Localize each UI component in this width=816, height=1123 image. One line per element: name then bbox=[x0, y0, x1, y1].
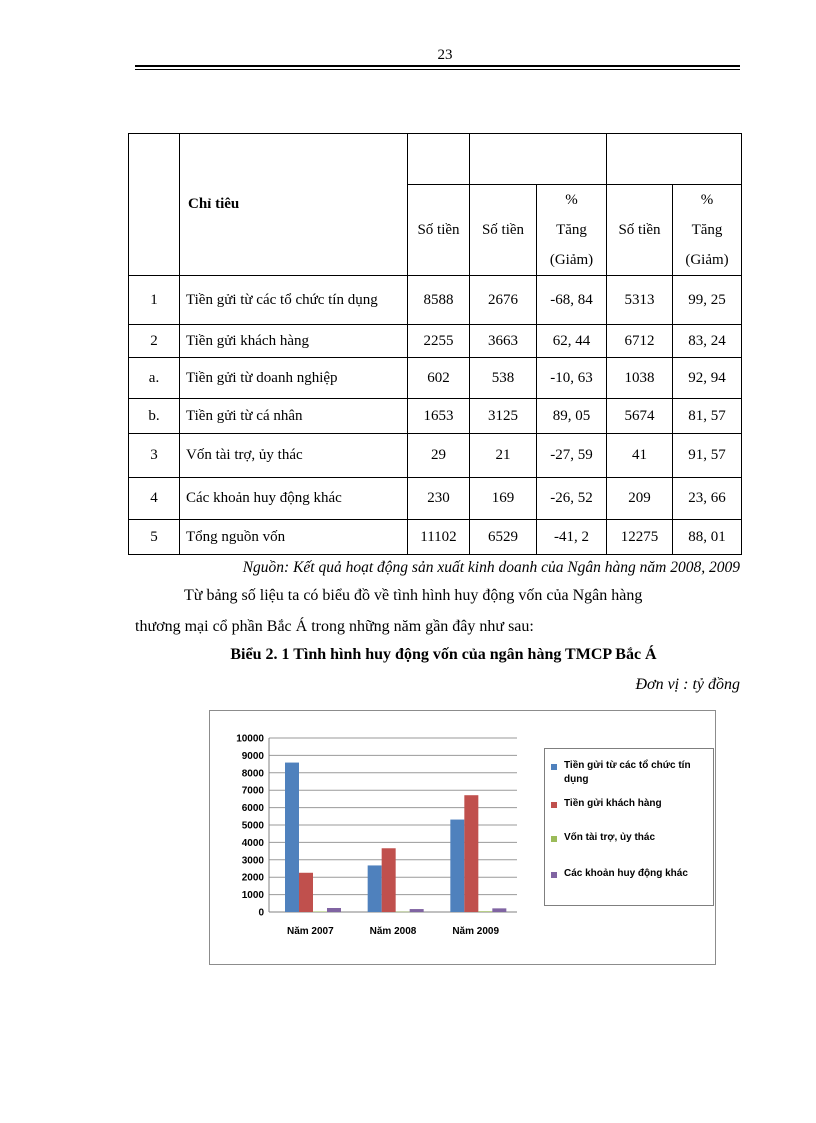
cell-pct-2008: -68, 84 bbox=[537, 276, 607, 325]
y-tick-label: 7000 bbox=[241, 785, 264, 797]
cell-value-2009: 5313 bbox=[607, 276, 673, 325]
cell-value-2007: 230 bbox=[408, 478, 470, 520]
cell-value-2008: 169 bbox=[470, 478, 537, 520]
cell-value-2009: 1038 bbox=[607, 358, 673, 399]
cell-pct-2008: 62, 44 bbox=[537, 325, 607, 358]
table-row bbox=[129, 358, 742, 399]
table-header-row-top bbox=[129, 134, 742, 185]
bar bbox=[368, 865, 382, 912]
cell-pct-2009: 81, 57 bbox=[673, 399, 742, 434]
cell-stt: 3 bbox=[129, 434, 180, 478]
y-tick-label: 10000 bbox=[236, 733, 264, 745]
table-row bbox=[129, 520, 742, 555]
paragraph-line-1: Từ bảng số liệu ta có biểu đồ về tình hình huy động vốn của Ngân hàng bbox=[184, 587, 643, 604]
bar bbox=[327, 908, 341, 912]
cell-value-2007: 29 bbox=[408, 434, 470, 478]
table-source-note: Nguồn: Kết quả hoạt động sản xuất kinh doanh của Ngân hàng năm 2008, 2009 bbox=[242, 559, 740, 576]
table-row bbox=[129, 478, 742, 520]
bar bbox=[396, 912, 410, 913]
cell-value-2009: 41 bbox=[607, 434, 673, 478]
cell-value-2007: 2255 bbox=[408, 325, 470, 358]
y-tick-label: 0 bbox=[258, 907, 264, 919]
cell-name: Tổng nguồn vốn bbox=[180, 520, 408, 555]
cell-stt: 1 bbox=[129, 276, 180, 325]
cell-name: Tiền gửi từ các tổ chức tín dụng bbox=[180, 276, 408, 325]
legend-label: Tiền gửi khách hàng bbox=[564, 798, 662, 809]
cell-value-2007: 1653 bbox=[408, 399, 470, 434]
cell-pct-2009: 92, 94 bbox=[673, 358, 742, 399]
x-tick-label: Năm 2009 bbox=[452, 926, 500, 937]
header-pct-2008: % Tăng (Giảm) bbox=[537, 185, 607, 276]
cell-stt: 5 bbox=[129, 520, 180, 555]
header-so-tien-2008: Số tiền bbox=[470, 185, 537, 276]
cell-name: Tiền gửi từ cá nhân bbox=[180, 399, 408, 434]
cell-name: Tiền gửi khách hàng bbox=[180, 325, 408, 358]
cell-pct-2009: 99, 25 bbox=[673, 276, 742, 325]
header-stt-cell bbox=[129, 134, 180, 276]
cell-value-2009: 209 bbox=[607, 478, 673, 520]
cell-pct-2009: 83, 24 bbox=[673, 325, 742, 358]
table-row bbox=[129, 325, 742, 358]
cell-stt: a. bbox=[129, 358, 180, 399]
cell-name: Tiền gửi từ doanh nghiệp bbox=[180, 358, 408, 399]
cell-pct-2009: 23, 66 bbox=[673, 478, 742, 520]
chart-legend bbox=[544, 748, 714, 906]
y-tick-label: 3000 bbox=[241, 855, 264, 867]
x-tick-label: Năm 2008 bbox=[369, 926, 417, 937]
cell-pct-2008: -26, 52 bbox=[537, 478, 607, 520]
bar-chart bbox=[209, 710, 716, 965]
cell-value-2008: 6529 bbox=[470, 520, 537, 555]
cell-value-2007: 602 bbox=[408, 358, 470, 399]
cell-value-2007: 11102 bbox=[408, 520, 470, 555]
page-number: 23 bbox=[437, 47, 453, 63]
y-tick-label: 5000 bbox=[241, 820, 264, 832]
cell-name: Các khoản huy động khác bbox=[180, 478, 408, 520]
header-so-tien-2009: Số tiền bbox=[607, 185, 673, 276]
legend-swatch bbox=[551, 836, 557, 842]
cell-pct-2008: -41, 2 bbox=[537, 520, 607, 555]
bar bbox=[450, 820, 464, 912]
legend-label: Vốn tài trợ, ủy thác bbox=[564, 832, 656, 843]
chart-title: Biểu 2. 1 Tình hình huy động vốn của ngân hàng TMCP Bắc Á bbox=[230, 646, 657, 663]
bar bbox=[464, 795, 478, 912]
cell-stt: 4 bbox=[129, 478, 180, 520]
y-tick-label: 8000 bbox=[241, 768, 264, 780]
cell-pct-2009: 91, 57 bbox=[673, 434, 742, 478]
cell-value-2008: 21 bbox=[470, 434, 537, 478]
table-row bbox=[129, 434, 742, 478]
bar bbox=[492, 908, 506, 912]
cell-pct-2008: -10, 63 bbox=[537, 358, 607, 399]
cell-stt: 2 bbox=[129, 325, 180, 358]
legend-swatch bbox=[551, 872, 557, 878]
legend-label: Các khoản huy động khác bbox=[564, 868, 688, 879]
y-tick-label: 4000 bbox=[241, 837, 264, 849]
x-tick-label: Năm 2007 bbox=[286, 926, 334, 937]
cell-value-2008: 2676 bbox=[470, 276, 537, 325]
bar bbox=[285, 763, 299, 912]
cell-value-2008: 538 bbox=[470, 358, 537, 399]
table-row bbox=[129, 399, 742, 434]
cell-stt: b. bbox=[129, 399, 180, 434]
cell-pct-2008: -27, 59 bbox=[537, 434, 607, 478]
legend-swatch bbox=[551, 764, 557, 770]
y-tick-label: 1000 bbox=[241, 890, 264, 902]
capital-mobilization-table bbox=[128, 133, 742, 555]
header-year-2009-cell bbox=[607, 134, 742, 185]
bar bbox=[299, 873, 313, 912]
cell-pct-2009: 88, 01 bbox=[673, 520, 742, 555]
header-rule-thick bbox=[135, 65, 740, 67]
legend-swatch bbox=[551, 802, 557, 808]
cell-value-2008: 3663 bbox=[470, 325, 537, 358]
cell-value-2008: 3125 bbox=[470, 399, 537, 434]
header-pct-2009: % Tăng (Giảm) bbox=[673, 185, 742, 276]
cell-value-2009: 5674 bbox=[607, 399, 673, 434]
cell-value-2007: 8588 bbox=[408, 276, 470, 325]
paragraph-line-2: thương mại cổ phần Bắc Á trong những năm gần đây như sau: bbox=[135, 618, 534, 635]
cell-name: Vốn tài trợ, ủy thác bbox=[180, 434, 408, 478]
y-tick-label: 2000 bbox=[241, 872, 264, 884]
table-row bbox=[129, 276, 742, 325]
bar bbox=[313, 911, 327, 912]
bar bbox=[382, 848, 396, 912]
y-tick-label: 9000 bbox=[241, 750, 264, 762]
bar bbox=[410, 909, 424, 912]
cell-value-2009: 12275 bbox=[607, 520, 673, 555]
header-year-2007-cell bbox=[408, 134, 470, 185]
header-so-tien-2007: Số tiền bbox=[408, 185, 470, 276]
y-tick-label: 6000 bbox=[241, 803, 264, 815]
header-chi-tieu: Chỉ tiêu bbox=[180, 134, 408, 276]
bar bbox=[478, 911, 492, 912]
header-year-2008-cell bbox=[470, 134, 607, 185]
cell-value-2009: 6712 bbox=[607, 325, 673, 358]
chart-unit: Đơn vị : tỷ đồng bbox=[635, 676, 740, 693]
legend-label: Tiền gửi từ các tổ chức tín dụng bbox=[564, 760, 691, 785]
cell-pct-2008: 89, 05 bbox=[537, 399, 607, 434]
header-rule-thin bbox=[135, 69, 740, 70]
